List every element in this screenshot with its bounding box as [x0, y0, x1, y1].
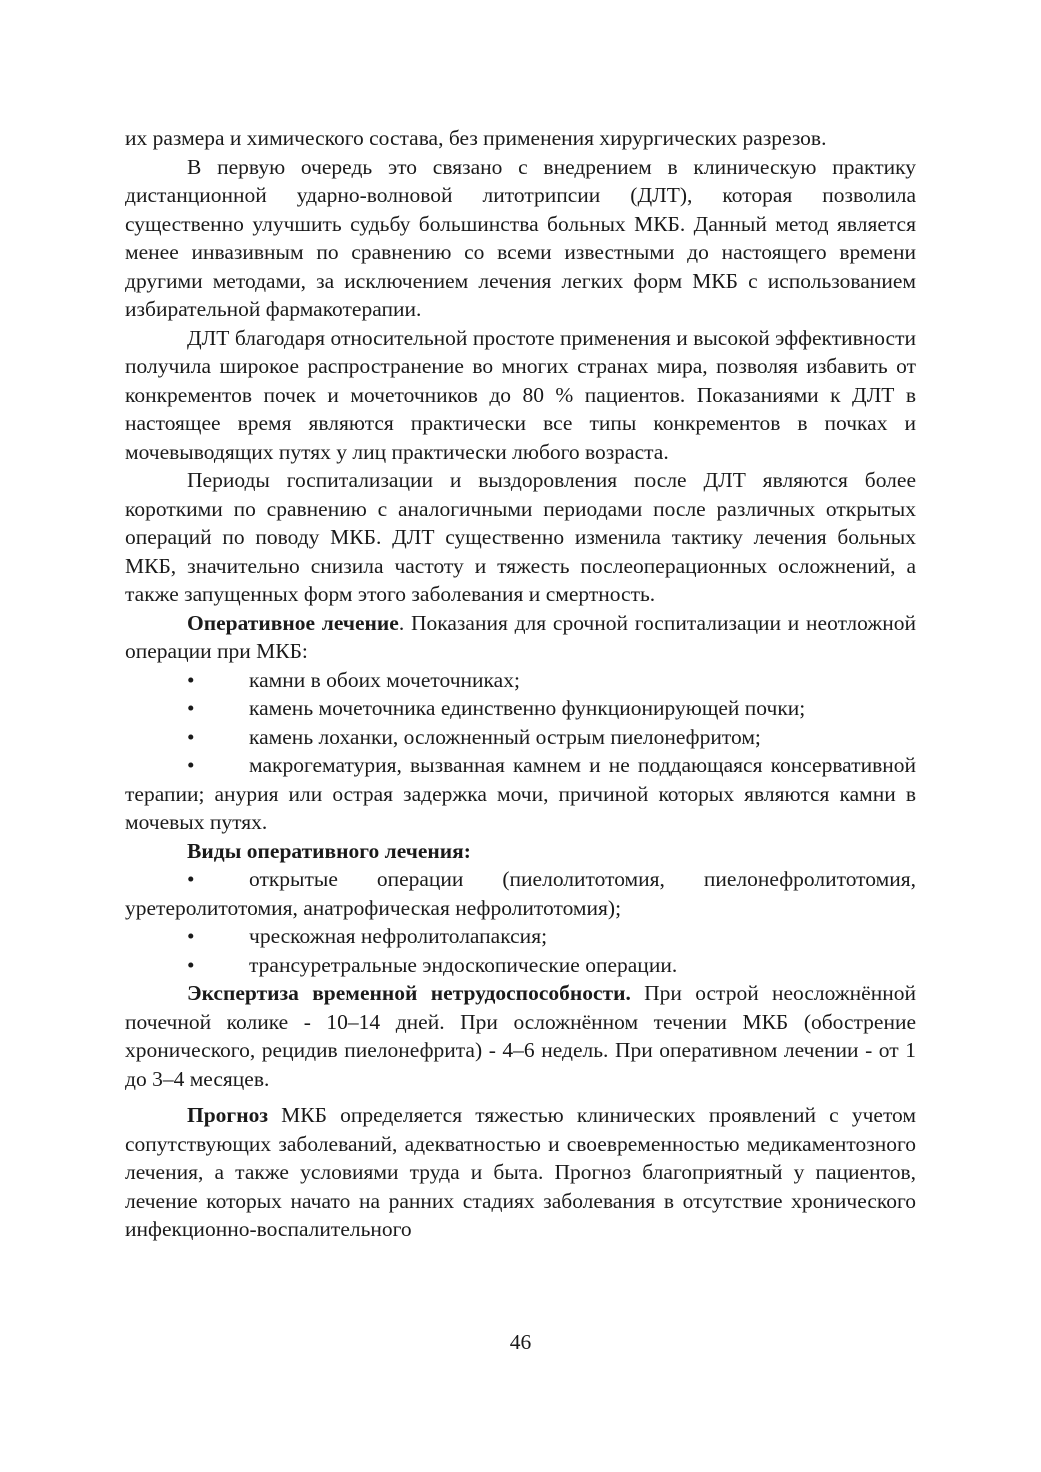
expertise-text: При острой неосложнённой почечной колике - 10–14 дней. При осложнённом течении МКБ (обострение хронического, рецидив пиелонефрита) - 4–6 недель. При оперативном лечении - от 1 до 3–4 месяцев.	[125, 981, 916, 1091]
type-text: открытые операции (пиелолитотомия, пиелонефролитотомия, уретеролитотомия, анатрофическая нефролитотомия);	[125, 867, 916, 920]
expertise-term: Экспертиза временной нетрудоспособности.	[187, 981, 631, 1005]
indication-text: камень мочеточника единственно функционирующей почки;	[249, 696, 806, 720]
bullet-icon: •	[187, 867, 195, 891]
paragraph-continuation: их размера и химического состава, без применения хирургических разрезов.	[125, 126, 827, 150]
operative-treatment-term: Оперативное лечение	[187, 610, 399, 635]
operative-treatment-text: . Показания для срочной госпитализации и неотложной операции при МКБ:	[125, 610, 916, 663]
list-item	[125, 723, 916, 752]
indication-text: камни в обоих мочеточниках;	[249, 667, 520, 692]
list-item	[125, 694, 916, 723]
list-item	[125, 922, 916, 951]
page-number: 46	[509, 1330, 532, 1354]
bullet-icon: •	[187, 667, 195, 692]
bullet-icon: •	[187, 753, 195, 777]
paragraph-operative-treatment	[125, 609, 916, 666]
section-heading: Виды оперативного лечения:	[187, 838, 471, 863]
paragraph-expertise	[125, 979, 916, 1093]
list-item	[125, 865, 916, 922]
list-item	[125, 751, 916, 837]
paragraph-hospitalization: Периоды госпитализации и выздоровления после ДЛТ являются более короткими по сравнению с аналогичными периодами после различных открытых операций по поводу МКБ. ДЛТ существенно изменила тактику лечения больных МКБ, значительно снизила частоту и тяжесть послеоперационных осложнений, а также запущенных форм этого заболевания и смертность.	[125, 468, 916, 606]
paragraph-dlt-effectiveness: ДЛТ благодаря относительной простоте применения и высокой эффективности получила широкое распространение во многих странах мира, позволяя избавить от конкрементов почек и мочеточников до 80 % пациентов. Показаниями к ДЛТ в настоящее время являются практически все типы конкрементов в почках и мочевыводящих путях у лиц практически любого возраста.	[125, 325, 916, 464]
indication-text: макрогематурия, вызванная камнем и не поддающаяся консервативной терапии; анурия или острая задержка мочи, причиной которых являются камни в мочевых путях.	[125, 753, 916, 834]
bullet-icon: •	[187, 924, 195, 948]
prognosis-term: Прогноз	[187, 1103, 268, 1127]
type-text: трансуретральные эндоскопические операции.	[249, 952, 678, 977]
list-item	[125, 666, 916, 695]
prognosis-text: МКБ определяется тяжестью клинических проявлений с учетом сопутствующих заболеваний, адекватностью и своевременностью медикаментозного лечения, а также условиями труда и быта. Прогноз благоприятный у пациентов, лечение которых начато на ранних стадиях заболевания в отсутствие хронического инфекционно-воспалительного	[125, 1103, 916, 1241]
bullet-icon: •	[187, 724, 195, 749]
paragraph-prognosis	[125, 1101, 916, 1244]
bullet-icon: •	[187, 952, 195, 977]
bullet-icon: •	[187, 696, 195, 720]
indication-text: камень лоханки, осложненный острым пиелонефритом;	[249, 724, 761, 749]
type-text: чрескожная нефролитолапаксия;	[249, 924, 548, 948]
paragraph-dlt-intro: В первую очередь это связано с внедрением в клиническую практику дистанционной ударно-волновой литотрипсии (ДЛТ), которая позволила существенно улучшить судьбу большинства больных МКБ. Данный метод является менее инвазивным по сравнению со всеми известными до настоящего времени другими методами, за исключением лечения легких форм МКБ с использованием избирательной фармакотерапии.	[125, 154, 916, 321]
body-text	[125, 124, 916, 1244]
list-item	[125, 951, 916, 980]
